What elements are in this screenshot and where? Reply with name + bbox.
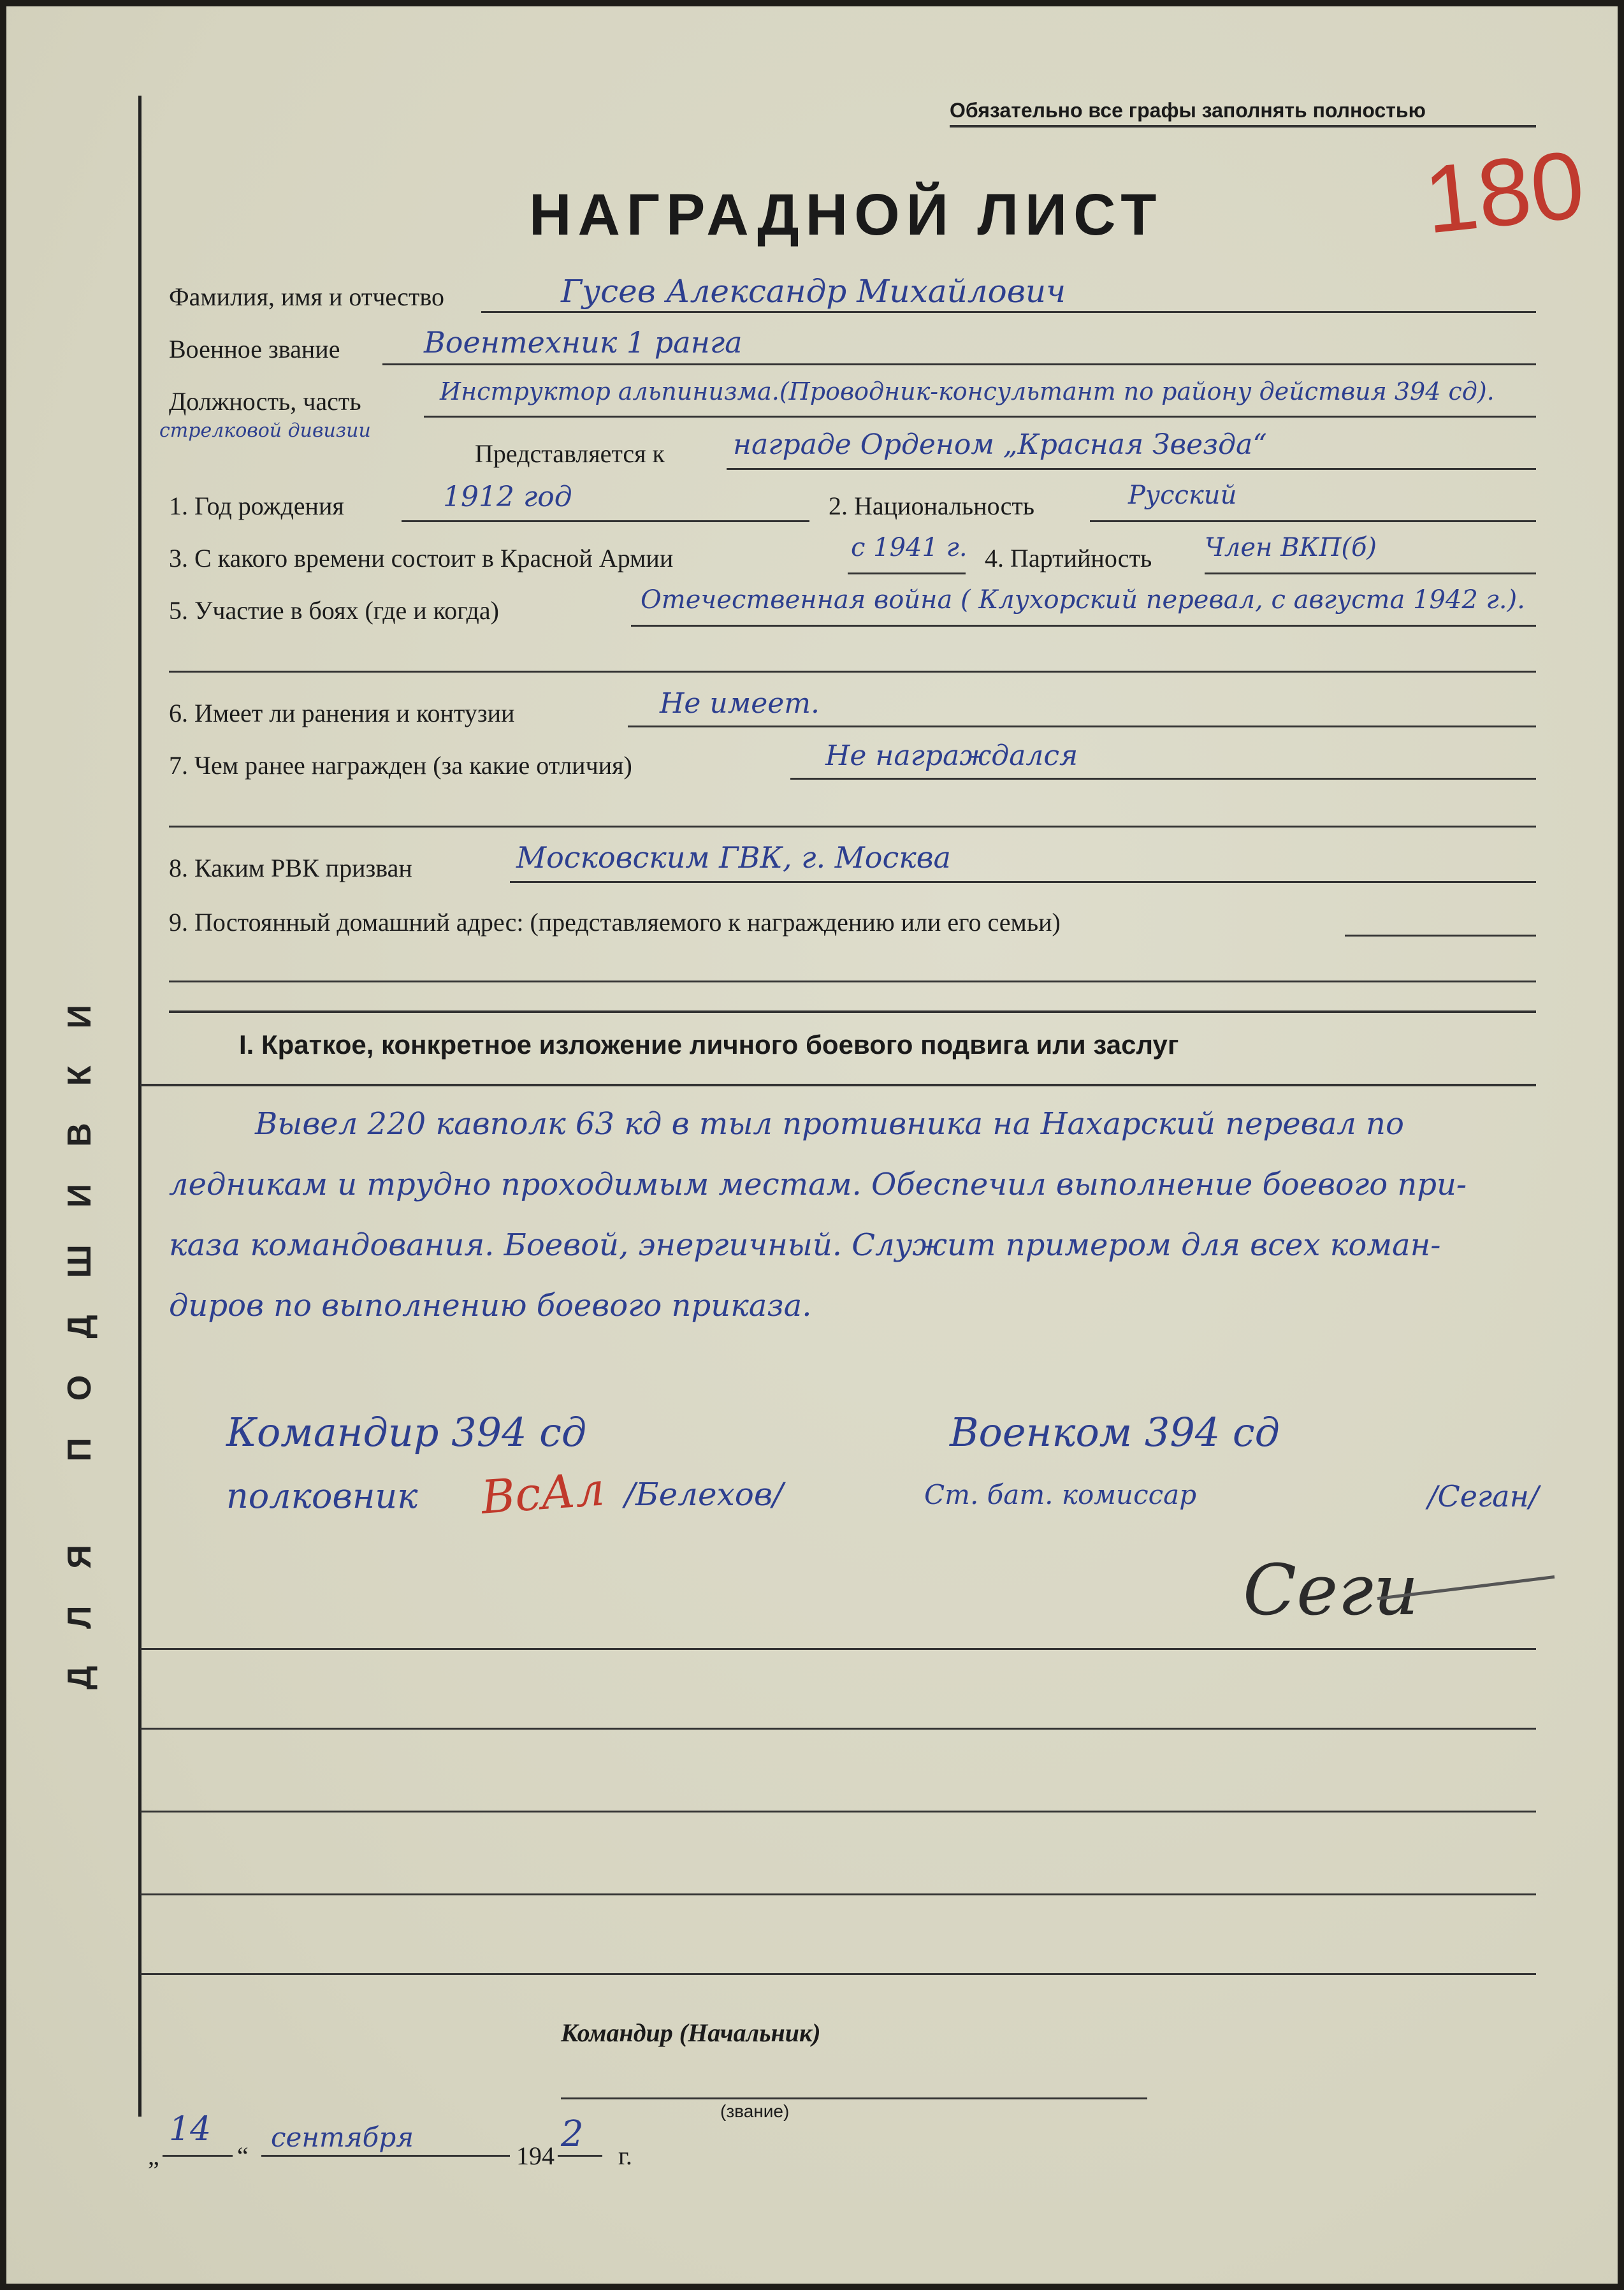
address-label: 9. Постоянный домашний адрес: (представляемого к награждению или его семьи) bbox=[169, 908, 1061, 937]
date-month-line bbox=[261, 2155, 510, 2157]
commissar-signature-mark: Сеги bbox=[1243, 1549, 1419, 1631]
section-1-rule bbox=[140, 1084, 1536, 1086]
commissar-signature-rank: Ст. бат. комиссар bbox=[924, 1479, 1197, 1510]
address-line bbox=[1345, 935, 1536, 937]
army-since-value: с 1941 г. bbox=[851, 533, 968, 562]
fio-label: Фамилия, имя и отчество bbox=[169, 282, 445, 311]
address-extra-line-1 bbox=[169, 981, 1536, 982]
merit-text-line-4: диров по выполнению боевого приказа. bbox=[169, 1288, 812, 1324]
merit-text-line-1: Вывел 220 кавполк 63 кд в тыл противника на Нахарский перевал по bbox=[255, 1106, 1404, 1142]
prev-awards-extra-line bbox=[169, 826, 1536, 828]
battles-line bbox=[631, 625, 1536, 627]
position-value: Инструктор альпинизма.(Проводник-консультант по району действия 394 сд). bbox=[440, 377, 1495, 405]
presented-value: награде Орденом „Красная Звезда“ bbox=[733, 428, 1267, 461]
rank-label: Военное звание bbox=[169, 335, 340, 363]
battles-label: 5. Участие в боях (где и когда) bbox=[169, 596, 499, 625]
notice-underline bbox=[950, 125, 1536, 128]
rvk-label: 8. Каким РВК призван bbox=[169, 854, 412, 882]
blank-line-5 bbox=[140, 1973, 1536, 1975]
army-since-label: 3. С какого времени состоит в Красной Армии bbox=[169, 544, 674, 572]
date-close-quote: “ bbox=[237, 2141, 249, 2170]
binding-margin-rule bbox=[138, 96, 141, 2117]
commander-heading: Командир (Начальник) bbox=[561, 2018, 821, 2047]
blank-line-4 bbox=[140, 1893, 1536, 1895]
battles-extra-line bbox=[169, 671, 1536, 673]
date-day-line bbox=[163, 2155, 233, 2157]
position-label: Должность, часть bbox=[169, 387, 361, 416]
rank-value: Воентехник 1 ранга bbox=[424, 325, 743, 360]
blank-line-3 bbox=[140, 1811, 1536, 1812]
prev-awards-value: Не награждался bbox=[825, 740, 1078, 772]
commissar-signature-name: /Сеган/ bbox=[1428, 1479, 1539, 1513]
wounds-line bbox=[628, 726, 1536, 727]
presented-label: Представляется к bbox=[475, 439, 665, 468]
party-value: Член ВКП(б) bbox=[1205, 533, 1377, 562]
date-year-prefix: 194 bbox=[516, 2141, 555, 2170]
rvk-value: Московским ГВК, г. Москва bbox=[516, 840, 951, 875]
award-sheet bbox=[6, 6, 1618, 2284]
address-extra-line-2 bbox=[169, 1010, 1536, 1013]
position-value-continued: стрелковой дивизии bbox=[159, 419, 371, 442]
date-open-quote: „ bbox=[148, 2141, 159, 2170]
merit-text-line-2: ледникам и трудно проходимым местам. Обеспечил выполнение боевого при- bbox=[169, 1167, 1467, 1202]
birth-year-value: 1912 год bbox=[443, 481, 572, 513]
battles-value: Отечественная война ( Клухорский перевал, с августа 1942 г.). bbox=[641, 585, 1525, 615]
archive-page-number: 180 bbox=[1419, 130, 1590, 254]
nationality-line bbox=[1090, 520, 1536, 522]
document-title: НАГРАДНОЙ ЛИСТ bbox=[529, 182, 1163, 247]
blank-line-1 bbox=[140, 1648, 1536, 1650]
date-year-line bbox=[558, 2155, 602, 2157]
binding-side-label: ДЛЯ ПОДШИВКИ bbox=[61, 968, 98, 1689]
rvk-line bbox=[510, 881, 1536, 883]
fill-all-fields-notice: Обязательно все графы заполнять полностью bbox=[950, 99, 1426, 122]
nationality-value: Русский bbox=[1128, 481, 1237, 510]
party-label: 4. Партийность bbox=[985, 544, 1152, 572]
rank-caption-line bbox=[561, 2097, 1147, 2099]
birth-year-label: 1. Год рождения bbox=[169, 492, 344, 520]
presented-line bbox=[727, 468, 1536, 470]
rank-line bbox=[382, 363, 1536, 365]
section-1-title: I. Краткое, конкретное изложение личного боевого подвига или заслуг bbox=[239, 1030, 1179, 1060]
wounds-label: 6. Имеет ли ранения и контузии bbox=[169, 699, 515, 727]
commander-signature-mark: ВсАл bbox=[479, 1462, 607, 1524]
prev-awards-label: 7. Чем ранее награжден (за какие отличия) bbox=[169, 751, 632, 780]
rank-caption: (звание) bbox=[720, 2101, 790, 2121]
blank-line-2 bbox=[140, 1728, 1536, 1730]
party-line bbox=[1205, 572, 1536, 574]
wounds-value: Не имеет. bbox=[660, 687, 820, 720]
date-year-unit: г. bbox=[618, 2141, 632, 2170]
date-day: 14 bbox=[169, 2110, 212, 2148]
commissar-signature-title: Военком 394 сд bbox=[950, 1409, 1280, 1455]
prev-awards-line bbox=[790, 778, 1536, 780]
merit-text-line-3: каза командования. Боевой, энергичный. Служит примером для всех коман- bbox=[169, 1227, 1441, 1263]
fio-value: Гусев Александр Михайлович bbox=[561, 273, 1066, 310]
birth-year-line bbox=[402, 520, 809, 522]
nationality-label: 2. Национальность bbox=[829, 492, 1035, 520]
commander-signature-title: Командир 394 сд bbox=[226, 1409, 587, 1455]
date-year-suffix: 2 bbox=[561, 2113, 584, 2155]
fio-line bbox=[481, 311, 1536, 313]
position-line bbox=[424, 416, 1536, 418]
commander-signature-rank: полковник bbox=[226, 1476, 418, 1516]
army-since-line bbox=[848, 572, 966, 574]
date-month: сентября bbox=[271, 2122, 414, 2153]
commander-signature-name: /Белехов/ bbox=[625, 1476, 783, 1513]
